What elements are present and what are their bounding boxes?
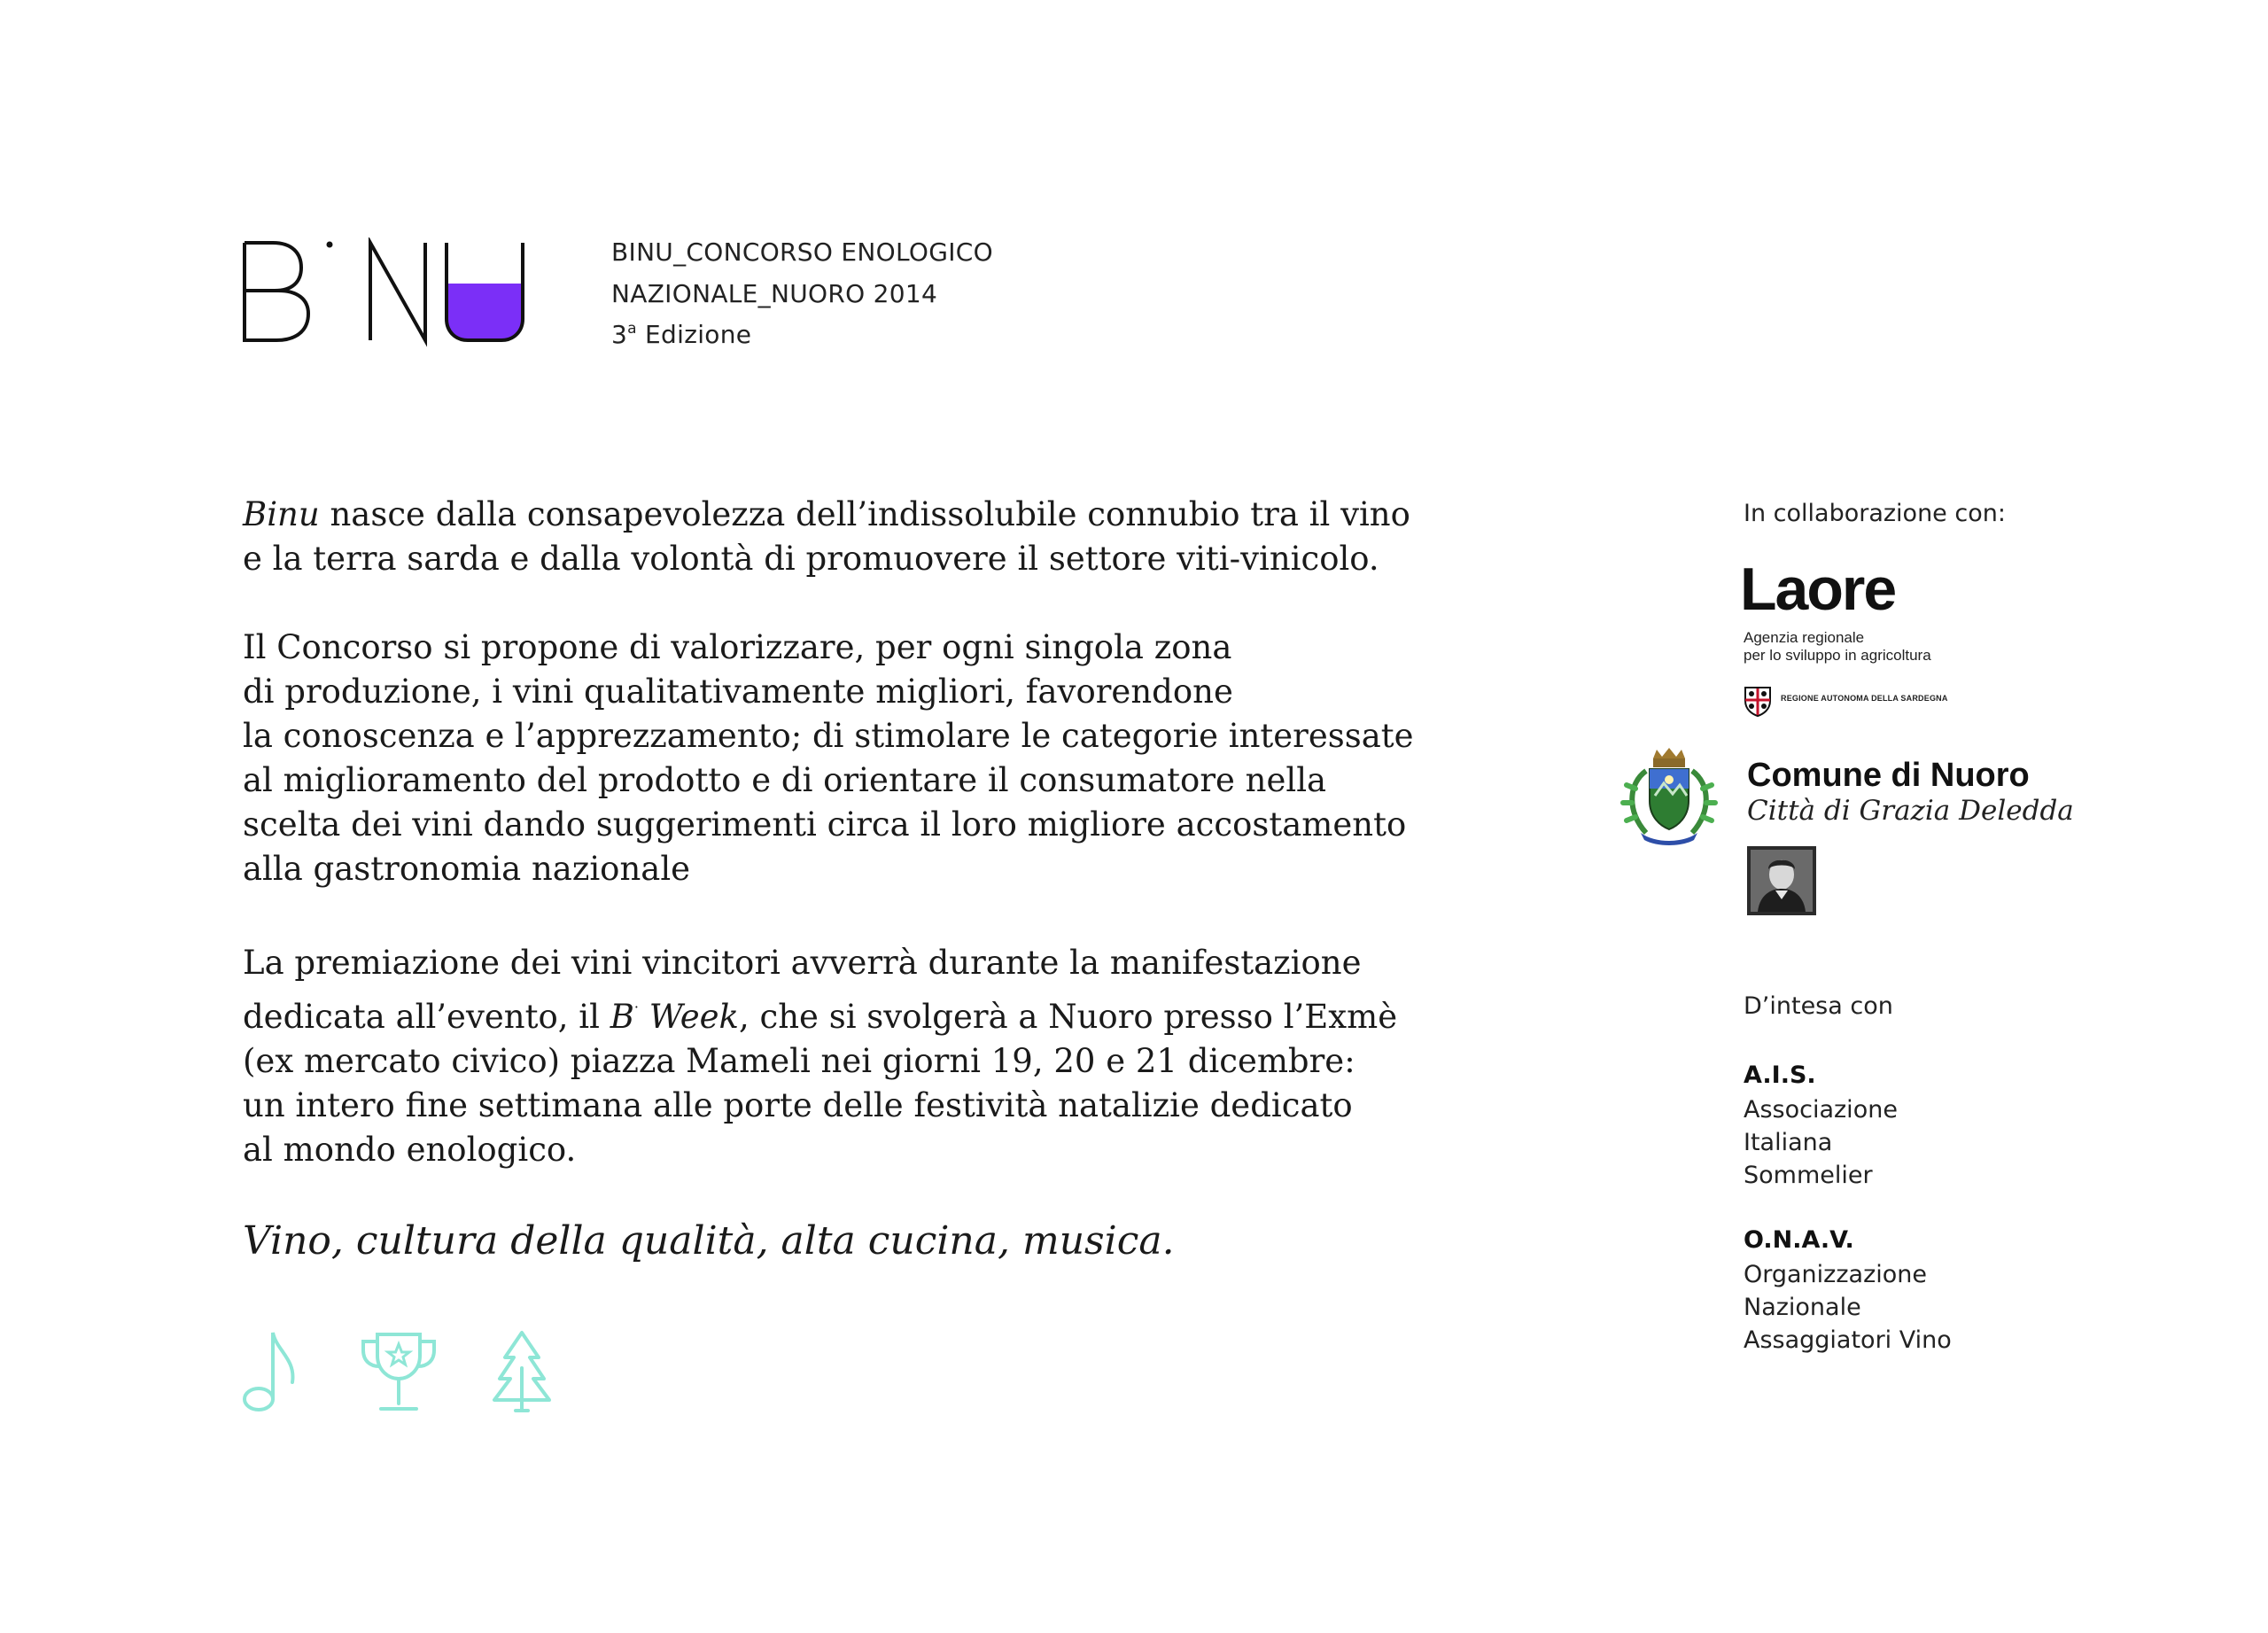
music-note-icon <box>241 1329 299 1414</box>
brand-italic: Binu <box>243 495 320 533</box>
sardinia-region-emblem-icon <box>1742 685 1774 717</box>
edition-number: 3 <box>611 320 628 349</box>
ais-name-line: Sommelier <box>1744 1162 1873 1189</box>
edition-word: Edizione <box>645 320 752 349</box>
contest-title-line1: BINU_CONCORSO ENOLOGICO <box>611 237 993 267</box>
comune-name: Comune di Nuoro <box>1747 757 2030 794</box>
award-paragraph <box>243 941 1397 1172</box>
binu-logo <box>241 237 533 348</box>
contest-title-line2: NAZIONALE_NUORO 2014 <box>611 279 938 308</box>
event-b: B <box>610 998 634 1036</box>
intro-line1-rest: nasce dalla consapevolezza dell’indissolubile connubio tra il vino <box>319 495 1410 533</box>
purpose-line: di produzione, i vini qualitativamente migliori, favorendone <box>243 673 1233 711</box>
intro-paragraph <box>243 493 1410 581</box>
laore-sub-line1: Agenzia regionale <box>1744 629 1865 646</box>
grazia-deledda-portrait-icon <box>1747 846 1816 915</box>
onav-name-line: Assaggiatori Vino <box>1744 1326 1952 1354</box>
event-week: Week <box>638 998 739 1036</box>
nuoro-coat-of-arms-icon <box>1619 744 1719 849</box>
onav-name-line: Organizzazione <box>1744 1261 1927 1288</box>
purpose-line: al miglioramento del prodotto e di orientare il consumatore nella <box>243 761 1327 799</box>
trophy-icon <box>358 1331 439 1412</box>
award-line1: La premiazione dei vini vincitori avverrà durante la manifestazione <box>243 944 1362 982</box>
ais-name-line: Italiana <box>1744 1129 1833 1156</box>
tagline: Vino, cultura della qualità, alta cucina, musica. <box>243 1218 1175 1264</box>
ais-organization <box>1744 1060 1898 1192</box>
event-dot: · <box>633 999 639 1015</box>
christmas-tree-icon <box>491 1329 553 1414</box>
onav-name-line: Nazionale <box>1744 1294 1861 1321</box>
collaboration-label: In collaborazione con: <box>1744 500 2006 527</box>
award-line4: un intero fine settimana alle porte delle festività natalizie dedicato <box>243 1086 1353 1124</box>
award-line5: al mondo enologico. <box>243 1131 577 1169</box>
award-line2 <box>243 985 1397 1039</box>
purpose-line: scelta dei vini dando suggerimenti circa il loro migliore accostamento <box>243 805 1407 844</box>
onav-abbreviation: O.N.A.V. <box>1744 1226 1854 1254</box>
ais-abbreviation: A.I.S. <box>1744 1061 1816 1089</box>
award-line2-after: , che si svolgerà a Nuoro presso l’Exmè <box>738 998 1398 1036</box>
award-line2-before: dedicata all’evento, il <box>243 998 610 1036</box>
contest-purpose-paragraph <box>243 626 1414 891</box>
laore-subtitle <box>1744 629 1931 665</box>
comune-subtitle: Città di Grazia Deledda <box>1747 795 2074 827</box>
purpose-line: alla gastronomia nazionale <box>243 850 691 888</box>
purpose-line: la conoscenza e l’apprezzamento; di stimolare le categorie interessate <box>243 717 1414 755</box>
laore-logo-text: Laore <box>1740 556 1896 623</box>
onav-organization <box>1744 1225 1952 1357</box>
edition-label <box>611 320 751 349</box>
award-line3: (ex mercato civico) piazza Mameli nei giorni 19, 20 e 21 dicembre: <box>243 1042 1355 1080</box>
intro-line <box>243 493 1410 537</box>
intro-line2: e la terra sarda e dalla volontà di promuovere il settore viti-vinicolo. <box>243 540 1379 578</box>
event-name <box>610 998 739 1036</box>
ras-caption: REGIONE AUTONOMA DELLA SARDEGNA <box>1781 694 1948 703</box>
agreement-label: D’intesa con <box>1744 992 1893 1020</box>
purpose-line: Il Concorso si propone di valorizzare, per ogni singola zona <box>243 628 1232 666</box>
ais-name-line: Associazione <box>1744 1096 1898 1124</box>
edition-ordinal: a <box>627 320 637 338</box>
laore-sub-line2: per lo sviluppo in agricoltura <box>1744 647 1931 664</box>
